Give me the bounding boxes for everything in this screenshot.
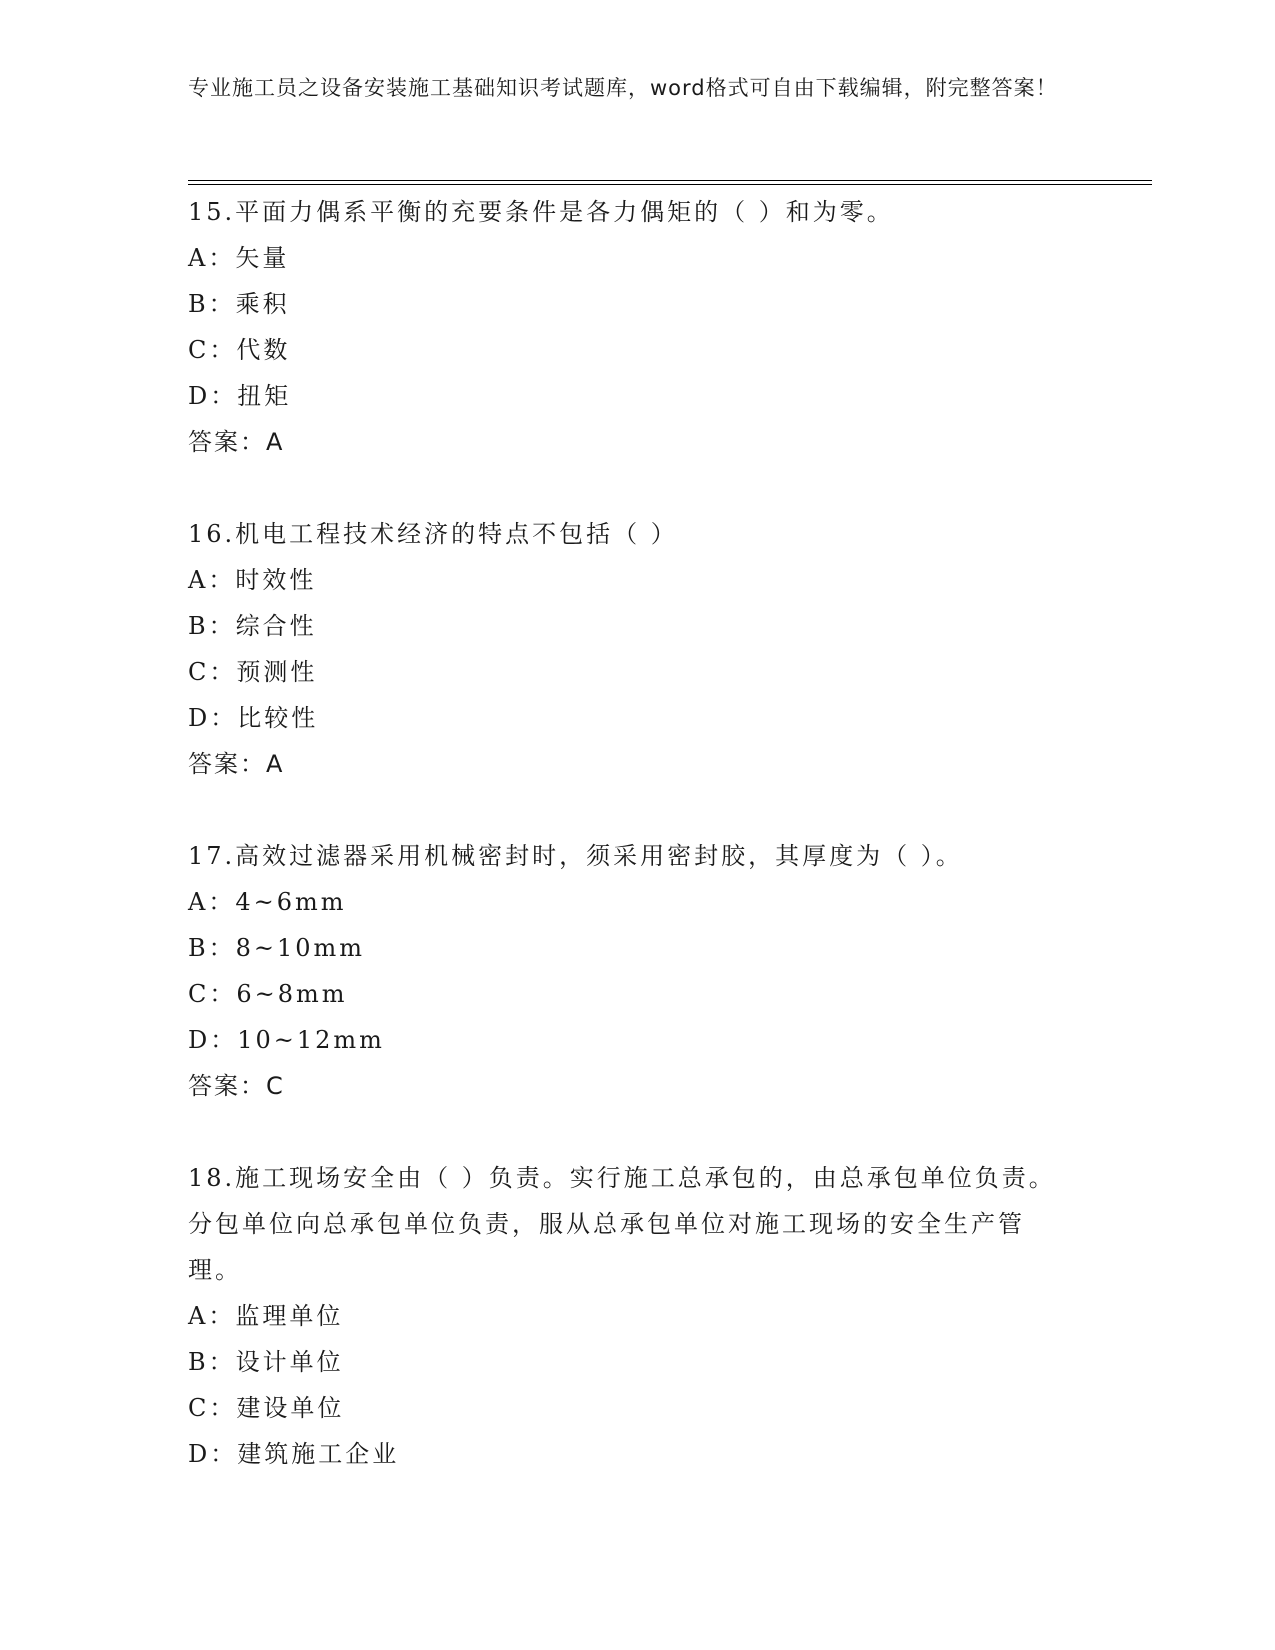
question-stem: 15.平面力偶系平衡的充要条件是各力偶矩的（ ）和为零。 — [188, 198, 894, 226]
option-b: B：综合性 — [188, 612, 317, 640]
answer-label: 答案： — [188, 750, 266, 778]
question-stem: 18.施工现场安全由（ ）负责。实行施工总承包的，由总承包单位负责。分包单位向总承包单位负责，服从总承包单位对施工现场的安全生产管理。 — [188, 1164, 1056, 1284]
option-c: C：6~8mm — [188, 980, 348, 1008]
option-d: D：比较性 — [188, 704, 319, 732]
header-rule-top — [188, 180, 1152, 181]
option-a: A：监理单位 — [188, 1302, 344, 1330]
question-gap — [188, 1109, 1068, 1155]
question-stem: 16.机电工程技术经济的特点不包括（ ） — [188, 520, 678, 548]
answer-line — [188, 419, 1068, 465]
question-gap — [188, 787, 1068, 833]
document-header: 专业施工员之设备安装施工基础知识考试题库，word格式可自由下载编辑，附完整答案！ — [188, 76, 1058, 100]
question-18 — [188, 1155, 1068, 1477]
option-a: A：时效性 — [188, 566, 317, 594]
question-list — [188, 189, 1068, 1477]
question-17 — [188, 833, 1068, 1109]
option-d: D：10~12mm — [188, 1026, 385, 1054]
option-d: D：扭矩 — [188, 382, 292, 410]
option-b: B：乘积 — [188, 290, 290, 318]
question-gap — [188, 465, 1068, 511]
option-c: C：代数 — [188, 336, 291, 364]
answer-value: C — [266, 1072, 284, 1100]
option-b: B：8~10mm — [188, 934, 366, 962]
option-c: C：建设单位 — [188, 1394, 345, 1422]
answer-line — [188, 741, 1068, 787]
option-a: A：矢量 — [188, 244, 290, 272]
answer-value: A — [266, 750, 284, 778]
answer-line — [188, 1063, 1068, 1109]
header-rule-bottom — [188, 184, 1152, 185]
answer-label: 答案： — [188, 428, 266, 456]
answer-value: A — [266, 428, 284, 456]
option-b: B：设计单位 — [188, 1348, 344, 1376]
option-c: C：预测性 — [188, 658, 318, 686]
question-stem: 17.高效过滤器采用机械密封时，须采用密封胶，其厚度为（ ）。 — [188, 842, 963, 870]
question-16 — [188, 511, 1068, 787]
option-d: D：建筑施工企业 — [188, 1440, 400, 1468]
question-15 — [188, 189, 1068, 465]
answer-label: 答案： — [188, 1072, 266, 1100]
option-a: A：4~6mm — [188, 888, 347, 916]
